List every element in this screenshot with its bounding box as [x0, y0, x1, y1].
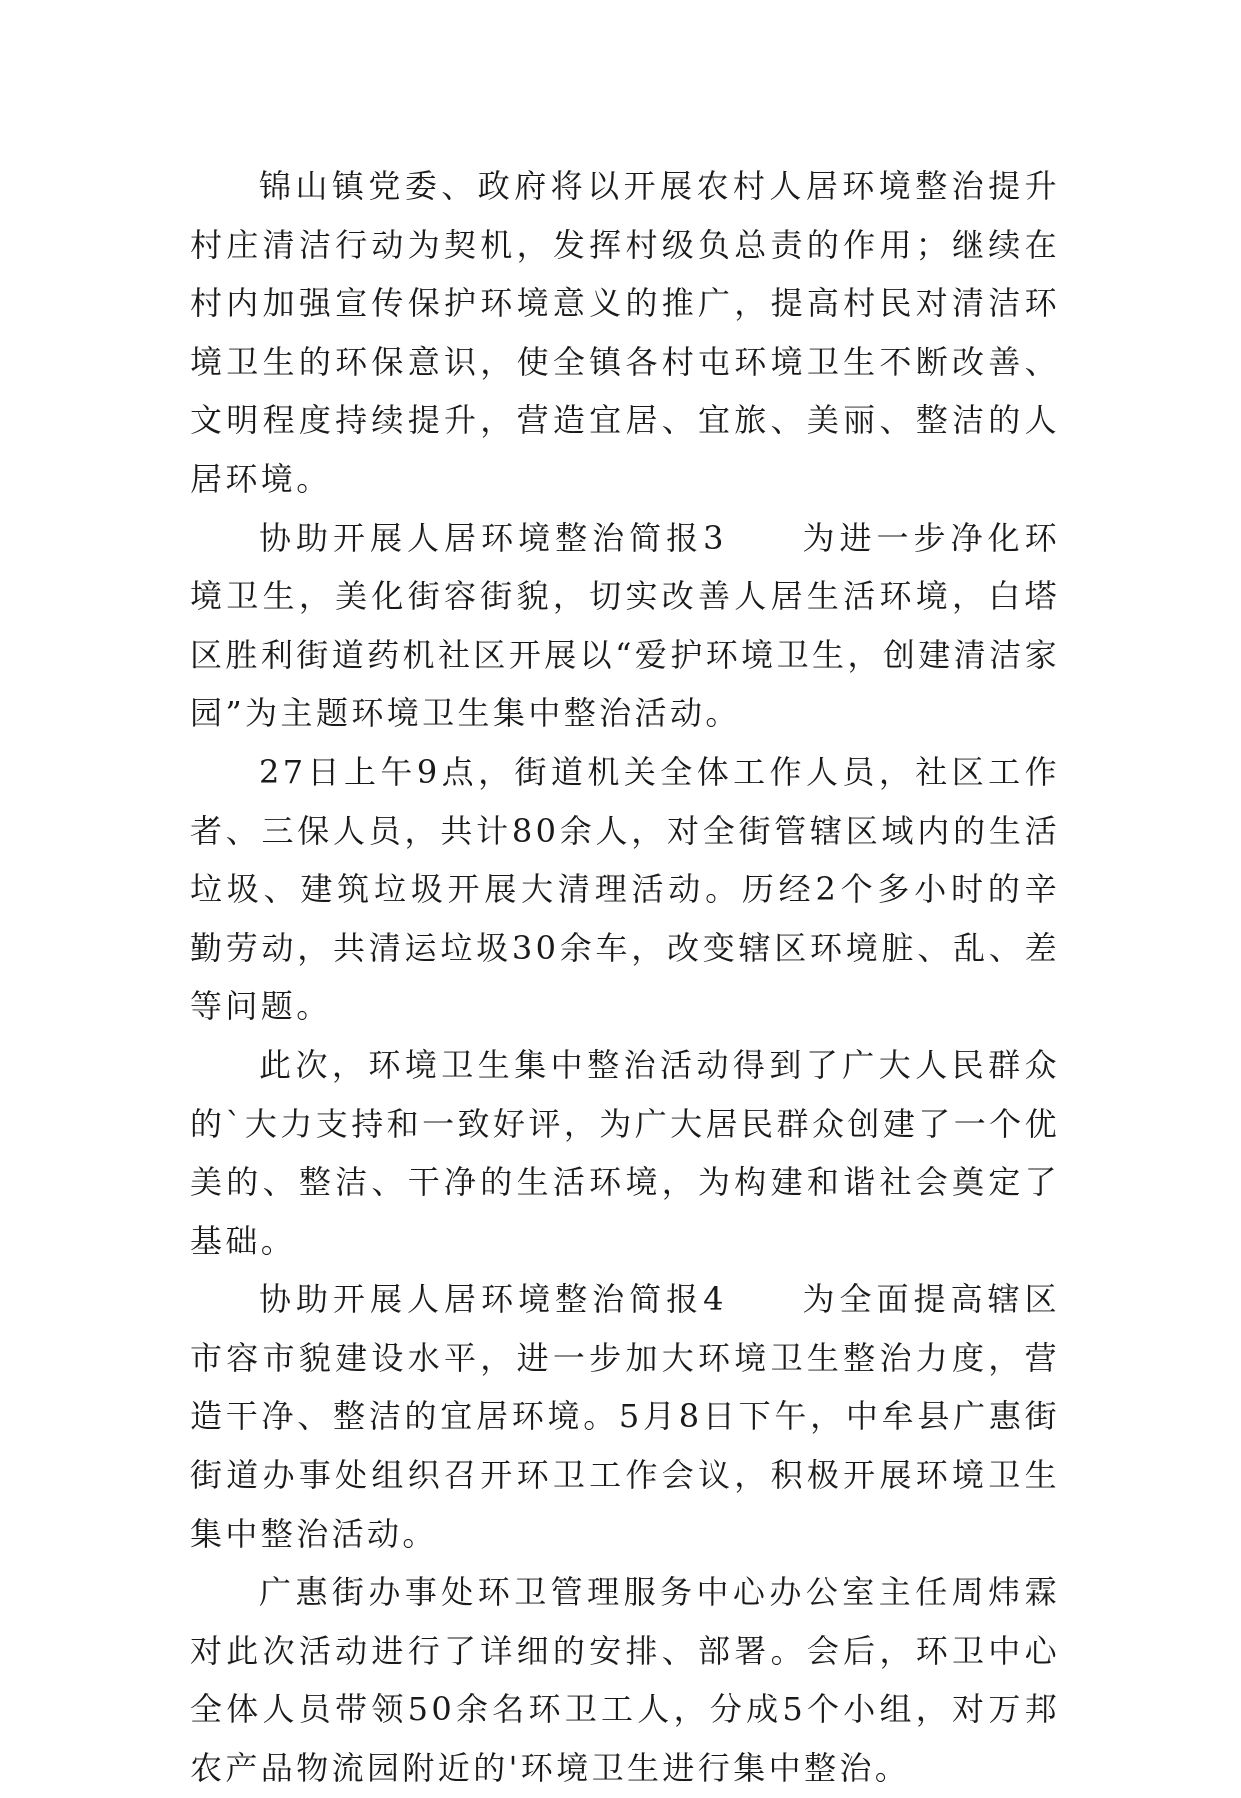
paragraph: 27日上午9点，街道机关全体工作人员，社区工作者、三保人员，共计80余人，对全街管辖区域内的生活垃圾、建筑垃圾开展大清理活动。历经2个多小时的辛勤劳动，共清运垃圾30余车，改变辖区环境脏、乱、差等问题。 [190, 752, 1060, 1026]
paragraph: 此次，环境卫生集中整治活动得到了广大人民群众的`大力支持和一致好评，为广大居民群众创建了一个优美的、整洁、干净的生活环境，为构建和谐社会奠定了基础。 [190, 1045, 1060, 1260]
paragraph: 协助开展人居环境整治简报3 为进一步净化环境卫生，美化街容街貌，切实改善人居生活环境，白塔区胜利街道药机社区开展以“爱护环境卫生，创建清洁家园”为主题环境卫生集中整治活动。 [190, 518, 1060, 733]
paragraph: 锦山镇党委、政府将以开展农村人居环境整治提升村庄清洁行动为契机，发挥村级负总责的作用；继续在村内加强宣传保护环境意义的推广，提高村民对清洁环境卫生的环保意识，使全镇各村屯环境卫生不断改善、文明程度持续提升，营造宜居、宜旅、美丽、整洁的人居环境。 [190, 167, 1060, 498]
paragraph: 协助开展人居环境整治简报4 为全面提高辖区市容市貌建设水平，进一步加大环境卫生整治力度，营造干净、整洁的宜居环境。5月8日下午，中牟县广惠街街道办事处组织召开环卫工作会议，积极开展环境卫生集中整治活动。 [190, 1280, 1060, 1553]
paragraph: 广惠街办事处环卫管理服务中心办公室主任周炜霖对此次活动进行了详细的安排、部署。会后，环卫中心全体人员带领50余名环卫工人，分成5个小组，对万邦农产品物流园附近的'环境卫生进行集中整治。 [190, 1573, 1060, 1788]
document-body [190, 157, 1060, 1798]
